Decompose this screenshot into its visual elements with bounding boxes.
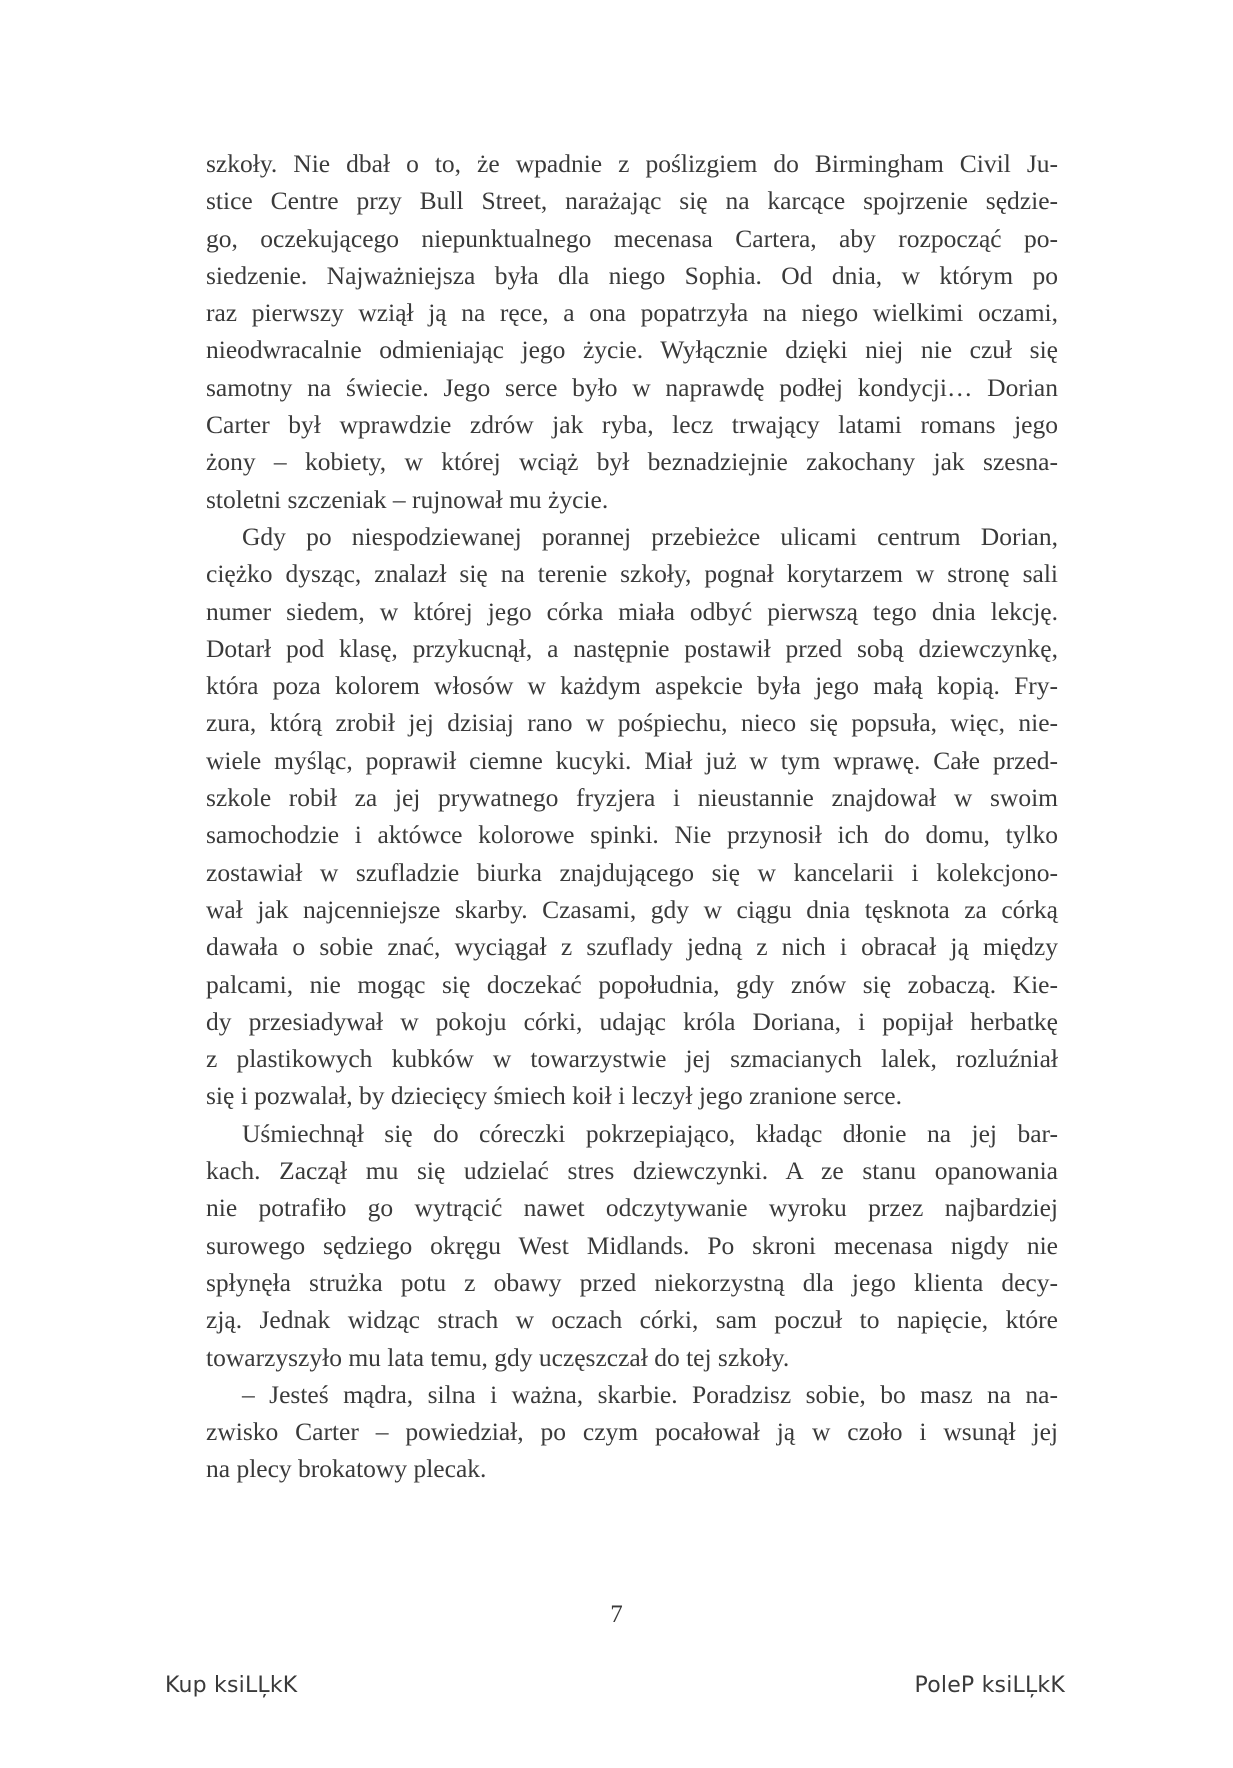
text-line: samotny na świecie. Jego serce było w naprawdę podłej kondycji… Dorian [206,372,1058,402]
text-line: stice Centre przy Bull Street, narażając się na karcące spojrzenie sędzie- [206,186,1058,216]
buy-book-link[interactable]: Kup ksiLĻkK [165,1673,298,1698]
text-line: Uśmiechnął się do córeczki pokrzepiająco, kładąc dłonie na jej bar- [242,1118,1058,1148]
text-line: siedzenie. Najważniejsza była dla niego Sophia. Od dnia, w którym po [206,260,1058,290]
text-line: zostawiał w szufladzie biurka znajdującego się w kancelarii i kolekcjono- [206,857,1058,887]
text-line: samochodzie i aktówce kolorowe spinki. Nie przynosił ich do domu, tylko [206,820,1058,850]
text-line: – Jesteś mądra, silna i ważna, skarbie. Poradzisz sobie, bo masz na na- [242,1379,1058,1409]
text-line: zwisko Carter – powiedział, po czym pocałował ją w czoło i wsunął jej [206,1417,1058,1447]
text-line: zją. Jednak widząc strach w oczach córki, sam poczuł to napięcie, które [206,1305,1058,1335]
text-line: która poza kolorem włosów w każdym aspekcie była jego małą kopią. Fry- [206,671,1058,701]
body-text [206,145,1058,1488]
text-line: żony – kobiety, w której wciąż był beznadziejnie zakochany jak szesna- [206,447,1058,477]
text-line: Dotarł pod klasę, przykucnął, a następnie postawił przed sobą dziewczynkę, [206,633,1058,663]
text-line: ciężko dysząc, znalazł się na terenie szkoły, pognał korytarzem w stronę sali [206,559,1058,589]
text-line: nie potrafiło go wytrącić nawet odczytywanie wyroku przez najbardziej [206,1193,1058,1223]
text-line: go, oczekującego niepunktualnego mecenasa Cartera, aby rozpocząć po- [206,223,1058,253]
text-line: zura, którą zrobił jej dzisiaj rano w pośpiechu, nieco się popsuła, więc, nie- [206,708,1058,738]
text-line: dy przesiadywał w pokoju córki, udając króla Doriana, i popijał herbatkę [206,1006,1058,1036]
text-line: na plecy brokatowy plecak. [206,1454,487,1484]
recommend-book-link[interactable]: PoleP ksiLĻkK [914,1673,1065,1698]
text-line: stoletni szczeniak – rujnował mu życie. [206,484,609,514]
text-line: spłynęła strużka potu z obawy przed niekorzystną dla jego klienta decy- [206,1267,1058,1297]
text-line: się i pozwalał, by dziecięcy śmiech koił i leczył jego zranione serce. [206,1081,902,1111]
text-line: raz pierwszy wziął ją na ręce, a ona popatrzyła na niego wielkimi oczami, [206,298,1058,328]
text-line: z plastikowych kubków w towarzystwie jej szmacianych lalek, rozluźniał [206,1044,1058,1074]
page-number: 7 [610,1601,623,1628]
text-line: Gdy po niespodziewanej porannej przebieżce ulicami centrum Dorian, [242,521,1058,551]
text-line: szkoły. Nie dbał o to, że wpadnie z poślizgiem do Birmingham Civil Ju- [206,149,1058,178]
text-line: szkole robił za jej prywatnego fryzjera i nieustannie znajdował w swoim [206,783,1058,813]
text-line: nieodwracalnie odmieniając jego życie. Wyłącznie dzięki niej nie czuł się [206,335,1058,365]
text-line: dawała o sobie znać, wyciągał z szuflady jedną z nich i obracał ją między [206,932,1058,962]
text-line: kach. Zaczął mu się udzielać stres dziewczynki. A ze stanu opanowania [206,1156,1058,1186]
text-line: numer siedem, w której jego córka miała odbyć pierwszą tego dnia lekcję. [206,596,1058,626]
text-line: wał jak najcenniejsze skarby. Czasami, gdy w ciągu dnia tęsknota za córką [206,894,1058,924]
text-line: Carter był wprawdzie zdrów jak ryba, lecz trwający latami romans jego [206,410,1058,440]
text-line: palcami, nie mogąc się doczekać popołudnia, gdy znów się zobaczą. Kie- [206,969,1058,999]
text-line: wiele myśląc, poprawił ciemne kucyki. Miał już w tym wprawę. Całe przed- [206,745,1058,775]
text-line: towarzyszyło mu lata temu, gdy uczęszczał do tej szkoły. [206,1342,790,1372]
text-line: surowego sędziego okręgu West Midlands. Po skroni mecenasa nigdy nie [206,1230,1058,1260]
